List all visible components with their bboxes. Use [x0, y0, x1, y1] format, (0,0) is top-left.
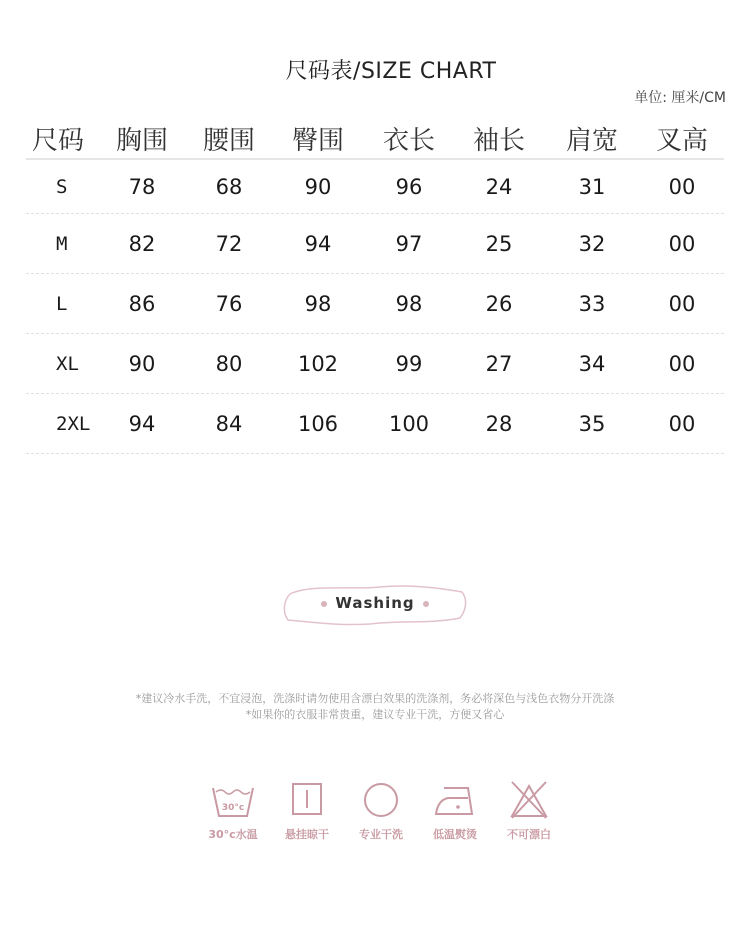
cell-sleeve: 26: [485, 291, 513, 316]
cell-size: 2XL: [56, 412, 91, 435]
cell-shoulder: 31: [578, 174, 606, 199]
cell-chest: 82: [128, 231, 156, 256]
cell-hip: 90: [304, 174, 332, 199]
care-label: 悬挂晾干: [285, 828, 329, 841]
cell-sleeve: 25: [485, 231, 513, 256]
cell-length: 100: [388, 411, 430, 436]
header-chest: 胸围: [115, 125, 168, 156]
cell-slit: 00: [668, 351, 696, 376]
cell-waist: 76: [215, 291, 243, 316]
washing-label: Washing: [335, 594, 415, 612]
care-label: 专业干洗: [359, 828, 403, 841]
header-sleeve: 袖长: [472, 125, 525, 156]
table-header-row: [26, 118, 724, 160]
no-bleach-icon: [504, 780, 554, 820]
care-label: 不可漂白: [507, 828, 551, 841]
cell-chest: 90: [128, 351, 156, 376]
cell-size: M: [56, 232, 68, 255]
cell-hip: 98: [304, 291, 332, 316]
cell-waist: 84: [215, 411, 243, 436]
care-item-no-bleach: [492, 780, 566, 842]
cell-hip: 94: [304, 231, 332, 256]
cell-size: L: [56, 292, 68, 315]
cell-chest: 86: [128, 291, 156, 316]
cell-shoulder: 34: [578, 351, 606, 376]
size-chart-table: [26, 118, 724, 454]
cell-length: 99: [395, 351, 423, 376]
svg-text:30°c: 30°c: [221, 803, 245, 813]
table-row: [26, 214, 724, 274]
cell-slit: 00: [668, 291, 696, 316]
cell-sleeve: 27: [485, 351, 513, 376]
header-size: 尺码: [32, 125, 85, 156]
dry-clean-icon: [356, 780, 406, 820]
cell-slit: 00: [668, 231, 696, 256]
cell-slit: 00: [668, 174, 696, 199]
care-icons: [196, 780, 566, 842]
table-row: [26, 274, 724, 334]
cell-shoulder: 33: [578, 291, 606, 316]
washing-note-1: *建议冷水手洗，不宜浸泡，洗涤时请勿使用含漂白效果的洗涤剂，务必将深色与浅色衣物分开洗涤: [135, 692, 615, 705]
wash-30-icon: [208, 780, 258, 820]
cell-size: XL: [56, 352, 79, 375]
table-row: [26, 394, 724, 454]
header-length: 衣长: [382, 125, 435, 156]
washing-badge: [280, 582, 470, 628]
care-item-iron-low: [418, 780, 492, 842]
cell-shoulder: 35: [578, 411, 606, 436]
cell-slit: 00: [668, 411, 696, 436]
unit-label: 单位: 厘米/CM: [634, 90, 726, 106]
cell-waist: 72: [215, 231, 243, 256]
cell-waist: 80: [215, 351, 243, 376]
hang-dry-icon: [282, 780, 332, 820]
cell-sleeve: 28: [485, 411, 513, 436]
cell-length: 98: [395, 291, 423, 316]
cell-sleeve: 24: [485, 174, 513, 199]
cell-shoulder: 32: [578, 231, 606, 256]
care-item-hang-dry: [270, 780, 344, 842]
header-hip: 臀围: [291, 125, 344, 156]
care-label: 30°c水温: [208, 828, 258, 841]
washing-note-2: *如果你的衣服非常贵重，建议专业干洗，方便又省心: [245, 708, 505, 721]
table-row: [26, 334, 724, 394]
cell-length: 97: [395, 231, 423, 256]
cell-size: S: [56, 175, 68, 198]
cell-length: 96: [395, 174, 423, 199]
table-row: [26, 160, 724, 214]
header-waist: 腰围: [202, 125, 255, 156]
care-item-dry-clean: [344, 780, 418, 842]
iron-low-icon: [430, 780, 480, 820]
care-item-wash-30: [196, 780, 270, 842]
cell-chest: 78: [128, 174, 156, 199]
cell-waist: 68: [215, 174, 243, 199]
care-label: 低温熨烫: [433, 828, 477, 841]
cell-hip: 102: [297, 351, 339, 376]
cell-chest: 94: [128, 411, 156, 436]
cell-hip: 106: [297, 411, 339, 436]
header-slit: 叉高: [655, 125, 708, 156]
page-title: 尺码表/SIZE CHART: [285, 59, 497, 84]
header-shoulder: 肩宽: [565, 125, 618, 156]
